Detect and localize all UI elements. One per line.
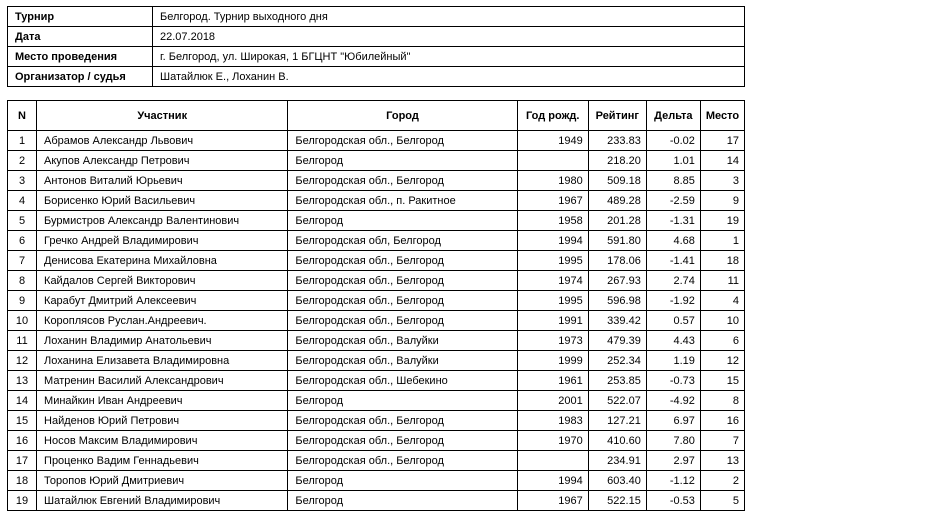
cell-place: 2 <box>700 471 744 491</box>
cell-place: 8 <box>700 391 744 411</box>
cell-delta: -0.02 <box>646 131 700 151</box>
cell-rating: 234.91 <box>588 451 646 471</box>
cell-place: 9 <box>700 191 744 211</box>
cell-birth-year: 1974 <box>517 271 588 291</box>
cell-delta: 8.85 <box>646 171 700 191</box>
cell-place: 13 <box>700 451 744 471</box>
cell-place: 10 <box>700 311 744 331</box>
info-row <box>8 27 745 47</box>
cell-rating: 509.18 <box>588 171 646 191</box>
cell-number: 3 <box>8 171 37 191</box>
cell-city: Белгород <box>288 491 517 511</box>
header-birth-year: Год рожд. <box>517 101 588 131</box>
cell-place: 3 <box>700 171 744 191</box>
cell-birth-year: 1999 <box>517 351 588 371</box>
cell-place: 12 <box>700 351 744 371</box>
cell-delta: -1.12 <box>646 471 700 491</box>
cell-rating: 591.80 <box>588 231 646 251</box>
table-row <box>8 291 745 311</box>
cell-rating: 489.28 <box>588 191 646 211</box>
cell-participant: Торопов Юрий Дмитриевич <box>37 471 288 491</box>
cell-birth-year <box>517 151 588 171</box>
cell-number: 5 <box>8 211 37 231</box>
cell-participant: Лоханина Елизавета Владимировна <box>37 351 288 371</box>
cell-birth-year: 1995 <box>517 251 588 271</box>
cell-delta: -1.41 <box>646 251 700 271</box>
cell-birth-year: 1961 <box>517 371 588 391</box>
cell-number: 13 <box>8 371 37 391</box>
cell-participant: Найденов Юрий Петрович <box>37 411 288 431</box>
cell-delta: -1.31 <box>646 211 700 231</box>
table-row <box>8 231 745 251</box>
cell-birth-year: 1967 <box>517 491 588 511</box>
cell-city: Белгородская обл., Белгород <box>288 311 517 331</box>
cell-participant: Проценко Вадим Геннадьевич <box>37 451 288 471</box>
cell-birth-year: 1958 <box>517 211 588 231</box>
cell-number: 17 <box>8 451 37 471</box>
info-value: г. Белгород, ул. Широкая, 1 БГЦНТ "Юбилейный" <box>153 47 745 67</box>
cell-city: Белгородская обл., Белгород <box>288 451 517 471</box>
cell-city: Белгородская обл., Белгород <box>288 411 517 431</box>
header-number: N <box>8 101 37 131</box>
cell-place: 11 <box>700 271 744 291</box>
info-value: 22.07.2018 <box>153 27 745 47</box>
cell-rating: 127.21 <box>588 411 646 431</box>
table-row <box>8 451 745 471</box>
cell-city: Белгород <box>288 211 517 231</box>
cell-number: 7 <box>8 251 37 271</box>
cell-number: 8 <box>8 271 37 291</box>
cell-rating: 253.85 <box>588 371 646 391</box>
cell-place: 17 <box>700 131 744 151</box>
cell-number: 9 <box>8 291 37 311</box>
info-label: Дата <box>8 27 153 47</box>
cell-participant: Матренин Василий Александрович <box>37 371 288 391</box>
cell-rating: 479.39 <box>588 331 646 351</box>
table-row <box>8 191 745 211</box>
info-row <box>8 47 745 67</box>
cell-delta: 1.19 <box>646 351 700 371</box>
table-row <box>8 211 745 231</box>
info-label: Организатор / судья <box>8 67 153 87</box>
tournament-info-body <box>8 7 745 87</box>
cell-number: 12 <box>8 351 37 371</box>
cell-delta: 6.97 <box>646 411 700 431</box>
cell-number: 19 <box>8 491 37 511</box>
cell-city: Белгородская обл., Белгород <box>288 131 517 151</box>
cell-place: 6 <box>700 331 744 351</box>
cell-city: Белгородская обл., Белгород <box>288 171 517 191</box>
cell-birth-year: 1970 <box>517 431 588 451</box>
cell-rating: 522.07 <box>588 391 646 411</box>
cell-participant: Денисова Екатерина Михайловна <box>37 251 288 271</box>
cell-rating: 201.28 <box>588 211 646 231</box>
table-row <box>8 431 745 451</box>
cell-delta: -4.92 <box>646 391 700 411</box>
info-row <box>8 7 745 27</box>
table-row <box>8 391 745 411</box>
cell-place: 14 <box>700 151 744 171</box>
cell-number: 4 <box>8 191 37 211</box>
cell-place: 16 <box>700 411 744 431</box>
cell-city: Белгородская обл., Валуйки <box>288 331 517 351</box>
cell-number: 2 <box>8 151 37 171</box>
cell-city: Белгородская обл., Белгород <box>288 291 517 311</box>
cell-participant: Короплясов Руслан.Андреевич. <box>37 311 288 331</box>
table-row <box>8 311 745 331</box>
cell-delta: 4.43 <box>646 331 700 351</box>
cell-participant: Карабут Дмитрий Алексеевич <box>37 291 288 311</box>
cell-city: Белгородская обл., Валуйки <box>288 351 517 371</box>
cell-participant: Борисенко Юрий Васильевич <box>37 191 288 211</box>
cell-city: Белгородская обл., Белгород <box>288 251 517 271</box>
info-row <box>8 67 745 87</box>
cell-participant: Носов Максим Владимирович <box>37 431 288 451</box>
table-row <box>8 251 745 271</box>
cell-participant: Лоханин Владимир Анатольевич <box>37 331 288 351</box>
cell-city: Белгородская обл., Белгород <box>288 271 517 291</box>
results-table <box>7 100 745 511</box>
cell-place: 4 <box>700 291 744 311</box>
cell-rating: 178.06 <box>588 251 646 271</box>
cell-birth-year: 1991 <box>517 311 588 331</box>
cell-delta: -1.92 <box>646 291 700 311</box>
cell-number: 14 <box>8 391 37 411</box>
cell-rating: 410.60 <box>588 431 646 451</box>
cell-rating: 339.42 <box>588 311 646 331</box>
cell-rating: 603.40 <box>588 471 646 491</box>
cell-city: Белгород <box>288 151 517 171</box>
header-delta: Дельта <box>646 101 700 131</box>
cell-participant: Акупов Александр Петрович <box>37 151 288 171</box>
cell-city: Белгород <box>288 391 517 411</box>
cell-number: 11 <box>8 331 37 351</box>
info-value: Шатайлюк Е., Лоханин В. <box>153 67 745 87</box>
cell-participant: Шатайлюк Евгений Владимирович <box>37 491 288 511</box>
cell-place: 18 <box>700 251 744 271</box>
cell-place: 19 <box>700 211 744 231</box>
tournament-info-table <box>7 6 745 87</box>
table-row <box>8 151 745 171</box>
cell-birth-year: 1973 <box>517 331 588 351</box>
cell-birth-year: 1949 <box>517 131 588 151</box>
cell-place: 5 <box>700 491 744 511</box>
cell-delta: -2.59 <box>646 191 700 211</box>
cell-participant: Гречко Андрей Владимирович <box>37 231 288 251</box>
table-row <box>8 131 745 151</box>
cell-rating: 267.93 <box>588 271 646 291</box>
cell-number: 16 <box>8 431 37 451</box>
table-row <box>8 371 745 391</box>
header-place: Место <box>700 101 744 131</box>
cell-birth-year: 1994 <box>517 471 588 491</box>
results-header-row <box>8 101 745 131</box>
cell-number: 6 <box>8 231 37 251</box>
cell-delta: -0.73 <box>646 371 700 391</box>
cell-number: 10 <box>8 311 37 331</box>
cell-birth-year: 1994 <box>517 231 588 251</box>
cell-delta: 2.97 <box>646 451 700 471</box>
cell-participant: Абрамов Александр Львович <box>37 131 288 151</box>
cell-place: 1 <box>700 231 744 251</box>
cell-rating: 218.20 <box>588 151 646 171</box>
cell-city: Белгородская обл, Белгород <box>288 231 517 251</box>
cell-birth-year: 1980 <box>517 171 588 191</box>
cell-number: 18 <box>8 471 37 491</box>
info-label: Место проведения <box>8 47 153 67</box>
cell-city: Белгород <box>288 471 517 491</box>
table-row <box>8 331 745 351</box>
table-row <box>8 271 745 291</box>
cell-rating: 596.98 <box>588 291 646 311</box>
cell-participant: Кайдалов Сергей Викторович <box>37 271 288 291</box>
cell-birth-year: 1983 <box>517 411 588 431</box>
cell-place: 15 <box>700 371 744 391</box>
cell-birth-year: 1995 <box>517 291 588 311</box>
cell-city: Белгородская обл., п. Ракитное <box>288 191 517 211</box>
table-row <box>8 491 745 511</box>
results-body <box>8 131 745 511</box>
cell-delta: 0.57 <box>646 311 700 331</box>
cell-rating: 252.34 <box>588 351 646 371</box>
cell-city: Белгородская обл., Белгород <box>288 431 517 451</box>
cell-number: 1 <box>8 131 37 151</box>
cell-participant: Бурмистров Александр Валентинович <box>37 211 288 231</box>
cell-place: 7 <box>700 431 744 451</box>
cell-delta: 2.74 <box>646 271 700 291</box>
table-row <box>8 471 745 491</box>
cell-number: 15 <box>8 411 37 431</box>
cell-city: Белгородская обл., Шебекино <box>288 371 517 391</box>
cell-birth-year: 1967 <box>517 191 588 211</box>
table-row <box>8 171 745 191</box>
cell-delta: 4.68 <box>646 231 700 251</box>
cell-birth-year <box>517 451 588 471</box>
cell-birth-year: 2001 <box>517 391 588 411</box>
cell-participant: Антонов Виталий Юрьевич <box>37 171 288 191</box>
cell-rating: 233.83 <box>588 131 646 151</box>
cell-delta: -0.53 <box>646 491 700 511</box>
header-participant: Участник <box>37 101 288 131</box>
table-row <box>8 411 745 431</box>
info-label: Турнир <box>8 7 153 27</box>
header-city: Город <box>288 101 517 131</box>
cell-rating: 522.15 <box>588 491 646 511</box>
cell-participant: Минайкин Иван Андреевич <box>37 391 288 411</box>
cell-delta: 1.01 <box>646 151 700 171</box>
table-row <box>8 351 745 371</box>
info-value: Белгород. Турнир выходного дня <box>153 7 745 27</box>
cell-delta: 7.80 <box>646 431 700 451</box>
header-rating: Рейтинг <box>588 101 646 131</box>
